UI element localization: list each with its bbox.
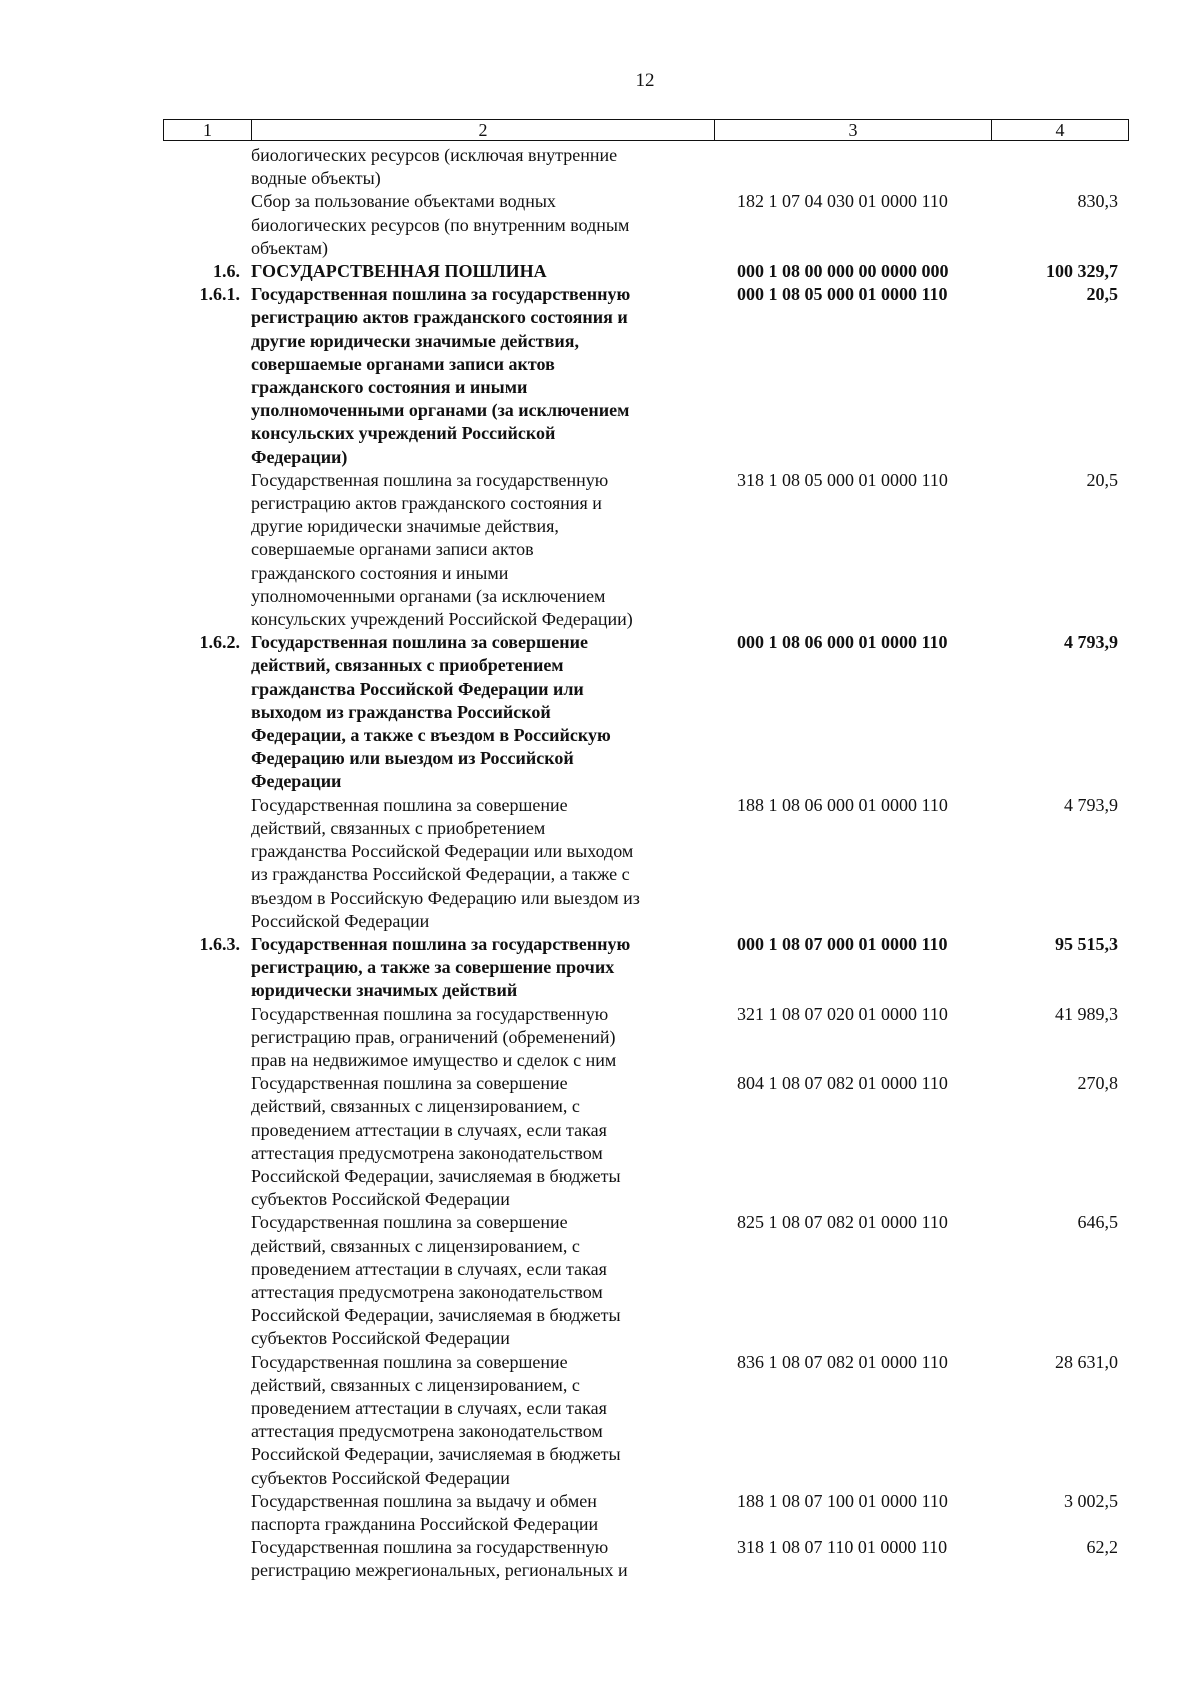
budget-code — [714, 144, 991, 190]
row-description — [251, 631, 714, 793]
row-description — [251, 1536, 714, 1582]
page-number: 12 — [635, 70, 655, 91]
table-row — [163, 1536, 1129, 1582]
row-description — [251, 933, 714, 1003]
budget-code: 188 1 08 06 000 01 0000 110 — [737, 794, 948, 815]
description-line: прав на недвижимое имущество и сделок с ним — [251, 1049, 617, 1070]
description-line: биологических ресурсов (по внутренним водным — [251, 214, 630, 235]
row-number — [163, 190, 251, 260]
description-line: субъектов Российской Федерации — [251, 1328, 510, 1349]
amount: 62,2 — [1086, 1537, 1118, 1558]
description-line: из гражданства Российской Федерации, а также с — [251, 864, 630, 885]
table-row — [163, 1490, 1129, 1536]
row-description — [251, 260, 714, 283]
description-line: регистрацию межрегиональных, региональных и — [251, 1560, 628, 1581]
table-row — [163, 283, 1129, 469]
table-row — [163, 1003, 1129, 1073]
row-number: 1.6. — [213, 261, 240, 282]
row-number — [163, 1211, 251, 1350]
column-header-3: 3 — [715, 120, 992, 140]
table-body — [163, 144, 1129, 1583]
amount: 4 793,9 — [1064, 632, 1118, 653]
table-row — [163, 469, 1129, 631]
description-line: Государственная пошлина за совершение — [251, 1073, 568, 1094]
description-line: водные объекты) — [251, 168, 381, 189]
row-number — [163, 144, 251, 190]
description-line: Государственная пошлина за совершение — [251, 794, 568, 815]
description-line: Государственная пошлина за совершение — [251, 1212, 568, 1233]
table-row — [163, 1351, 1129, 1490]
row-number: 1.6.3. — [199, 933, 240, 954]
budget-code: 321 1 08 07 020 01 0000 110 — [737, 1003, 948, 1024]
description-line: регистрацию прав, ограничений (обременений) — [251, 1026, 616, 1047]
description-line: Федерации — [251, 771, 342, 792]
description-line: регистрацию актов гражданского состояния и — [251, 493, 602, 514]
description-line: совершаемые органами записи актов — [251, 353, 555, 374]
description-line: Российской Федерации, зачисляемая в бюджеты — [251, 1165, 621, 1186]
amount: 830,3 — [1077, 191, 1118, 212]
column-header-1: 1 — [164, 120, 252, 140]
table-row — [163, 933, 1129, 1003]
table-header — [163, 119, 1129, 141]
description-line: проведением аттестации в случаях, если такая — [251, 1119, 607, 1140]
row-description — [251, 794, 714, 933]
budget-code: 825 1 08 07 082 01 0000 110 — [737, 1212, 948, 1233]
description-line: субъектов Российской Федерации — [251, 1467, 510, 1488]
description-line: субъектов Российской Федерации — [251, 1189, 510, 1210]
description-line: Государственная пошлина за выдачу и обмен — [251, 1490, 597, 1511]
table-row — [163, 190, 1129, 260]
amount: 4 793,9 — [1064, 794, 1118, 815]
amount: 95 515,3 — [1055, 933, 1118, 954]
description-line: Государственная пошлина за совершение — [251, 1351, 568, 1372]
description-line: действий, связанных с лицензированием, с — [251, 1374, 580, 1395]
description-line: Государственная пошлина за государственную — [251, 1537, 609, 1558]
description-line: гражданства Российской Федерации или выходом — [251, 841, 634, 862]
row-number — [163, 1003, 251, 1073]
row-description — [251, 1072, 714, 1211]
amount: 41 989,3 — [1055, 1003, 1118, 1024]
description-line: Российской Федерации, зачисляемая в бюджеты — [251, 1444, 621, 1465]
description-line: аттестация предусмотрена законодательством — [251, 1421, 603, 1442]
description-line: действий, связанных с лицензированием, с — [251, 1235, 580, 1256]
column-header-2: 2 — [252, 120, 715, 140]
row-number: 1.6.1. — [199, 284, 240, 305]
description-line: регистрацию актов гражданского состояния и — [251, 307, 628, 328]
description-line: Сбор за пользование объектами водных — [251, 191, 556, 212]
amount — [991, 144, 1129, 190]
table-row — [163, 794, 1129, 933]
description-line: действий, связанных с приобретением — [251, 817, 546, 838]
description-line: Государственная пошлина за государственную — [251, 469, 609, 490]
amount: 646,5 — [1077, 1212, 1118, 1233]
description-line: Российской Федерации — [251, 910, 430, 931]
column-header-4: 4 — [1055, 120, 1065, 140]
row-number: 1.6.2. — [199, 632, 240, 653]
table-row — [163, 260, 1129, 283]
row-description — [251, 190, 714, 260]
budget-code: 318 1 08 07 110 01 0000 110 — [737, 1537, 948, 1558]
row-description — [251, 1490, 714, 1536]
description-line: уполномоченными органами (за исключением — [251, 585, 606, 606]
budget-code: 836 1 08 07 082 01 0000 110 — [737, 1351, 948, 1372]
description-line: гражданского состояния и иными — [251, 562, 509, 583]
description-line: действий, связанных с лицензированием, с — [251, 1096, 580, 1117]
row-number — [163, 794, 251, 933]
description-line: Государственная пошлина за совершение — [251, 632, 588, 653]
table-row — [163, 1072, 1129, 1211]
budget-code: 000 1 08 06 000 01 0000 110 — [737, 632, 948, 653]
amount: 100 329,7 — [1046, 261, 1118, 282]
budget-code: 188 1 08 07 100 01 0000 110 — [737, 1490, 948, 1511]
description-line: другие юридически значимые действия, — [251, 330, 579, 351]
row-number — [163, 1072, 251, 1211]
description-line: Государственная пошлина за государственную — [251, 933, 631, 954]
description-line: гражданства Российской Федерации или — [251, 678, 584, 699]
description-line: Федерации) — [251, 446, 348, 467]
description-line: гражданского состояния и иными — [251, 377, 528, 398]
description-line: Федерацию или выездом из Российской — [251, 748, 574, 769]
description-line: регистрацию, а также за совершение прочих — [251, 957, 615, 978]
row-description — [251, 1351, 714, 1490]
description-line: объектам) — [251, 237, 328, 258]
row-description — [251, 144, 714, 190]
amount: 20,5 — [1086, 284, 1118, 305]
amount: 28 631,0 — [1055, 1351, 1118, 1372]
amount: 3 002,5 — [1064, 1490, 1118, 1511]
budget-code: 000 1 08 05 000 01 0000 110 — [737, 284, 948, 305]
row-number — [163, 1536, 251, 1582]
description-line: паспорта гражданина Российской Федерации — [251, 1513, 599, 1534]
description-line: Государственная пошлина за государственную — [251, 1003, 609, 1024]
description-line: уполномоченными органами (за исключением — [251, 400, 630, 421]
description-line: ГОСУДАРСТВЕННАЯ ПОШЛИНА — [251, 261, 547, 282]
description-line: Государственная пошлина за государственную — [251, 284, 631, 305]
description-line: въездом в Российскую Федерацию или выездом из — [251, 887, 640, 908]
description-line: консульских учреждений Российской — [251, 423, 556, 444]
budget-code: 804 1 08 07 082 01 0000 110 — [737, 1073, 948, 1094]
description-line: аттестация предусмотрена законодательством — [251, 1142, 603, 1163]
budget-code: 000 1 08 07 000 01 0000 110 — [737, 933, 948, 954]
row-description — [251, 1003, 714, 1073]
table-row — [163, 631, 1129, 793]
description-line: аттестация предусмотрена законодательством — [251, 1281, 603, 1302]
description-line: проведением аттестации в случаях, если такая — [251, 1258, 607, 1279]
row-description — [251, 1211, 714, 1350]
description-line: консульских учреждений Российской Федерации) — [251, 609, 633, 630]
description-line: Российской Федерации, зачисляемая в бюджеты — [251, 1305, 621, 1326]
table-row — [163, 144, 1129, 190]
description-line: проведением аттестации в случаях, если такая — [251, 1397, 607, 1418]
row-description — [251, 469, 714, 631]
description-line: другие юридически значимые действия, — [251, 516, 559, 537]
row-description — [251, 283, 714, 469]
amount: 20,5 — [1086, 469, 1118, 490]
budget-code: 182 1 07 04 030 01 0000 110 — [737, 191, 948, 212]
row-number — [163, 1351, 251, 1490]
description-line: действий, связанных с приобретением — [251, 655, 564, 676]
table-row — [163, 1211, 1129, 1350]
row-number — [163, 469, 251, 631]
description-line: юридически значимых действий — [251, 980, 518, 1001]
budget-code: 318 1 08 05 000 01 0000 110 — [737, 469, 948, 490]
budget-code: 000 1 08 00 000 00 0000 000 — [737, 261, 949, 282]
description-line: выходом из гражданства Российской — [251, 701, 551, 722]
description-line: совершаемые органами записи актов — [251, 539, 534, 560]
description-line: биологических ресурсов (исключая внутренние — [251, 145, 618, 165]
row-number — [163, 1490, 251, 1536]
amount: 270,8 — [1077, 1073, 1118, 1094]
description-line: Федерации, а также с въездом в Российскую — [251, 725, 611, 746]
